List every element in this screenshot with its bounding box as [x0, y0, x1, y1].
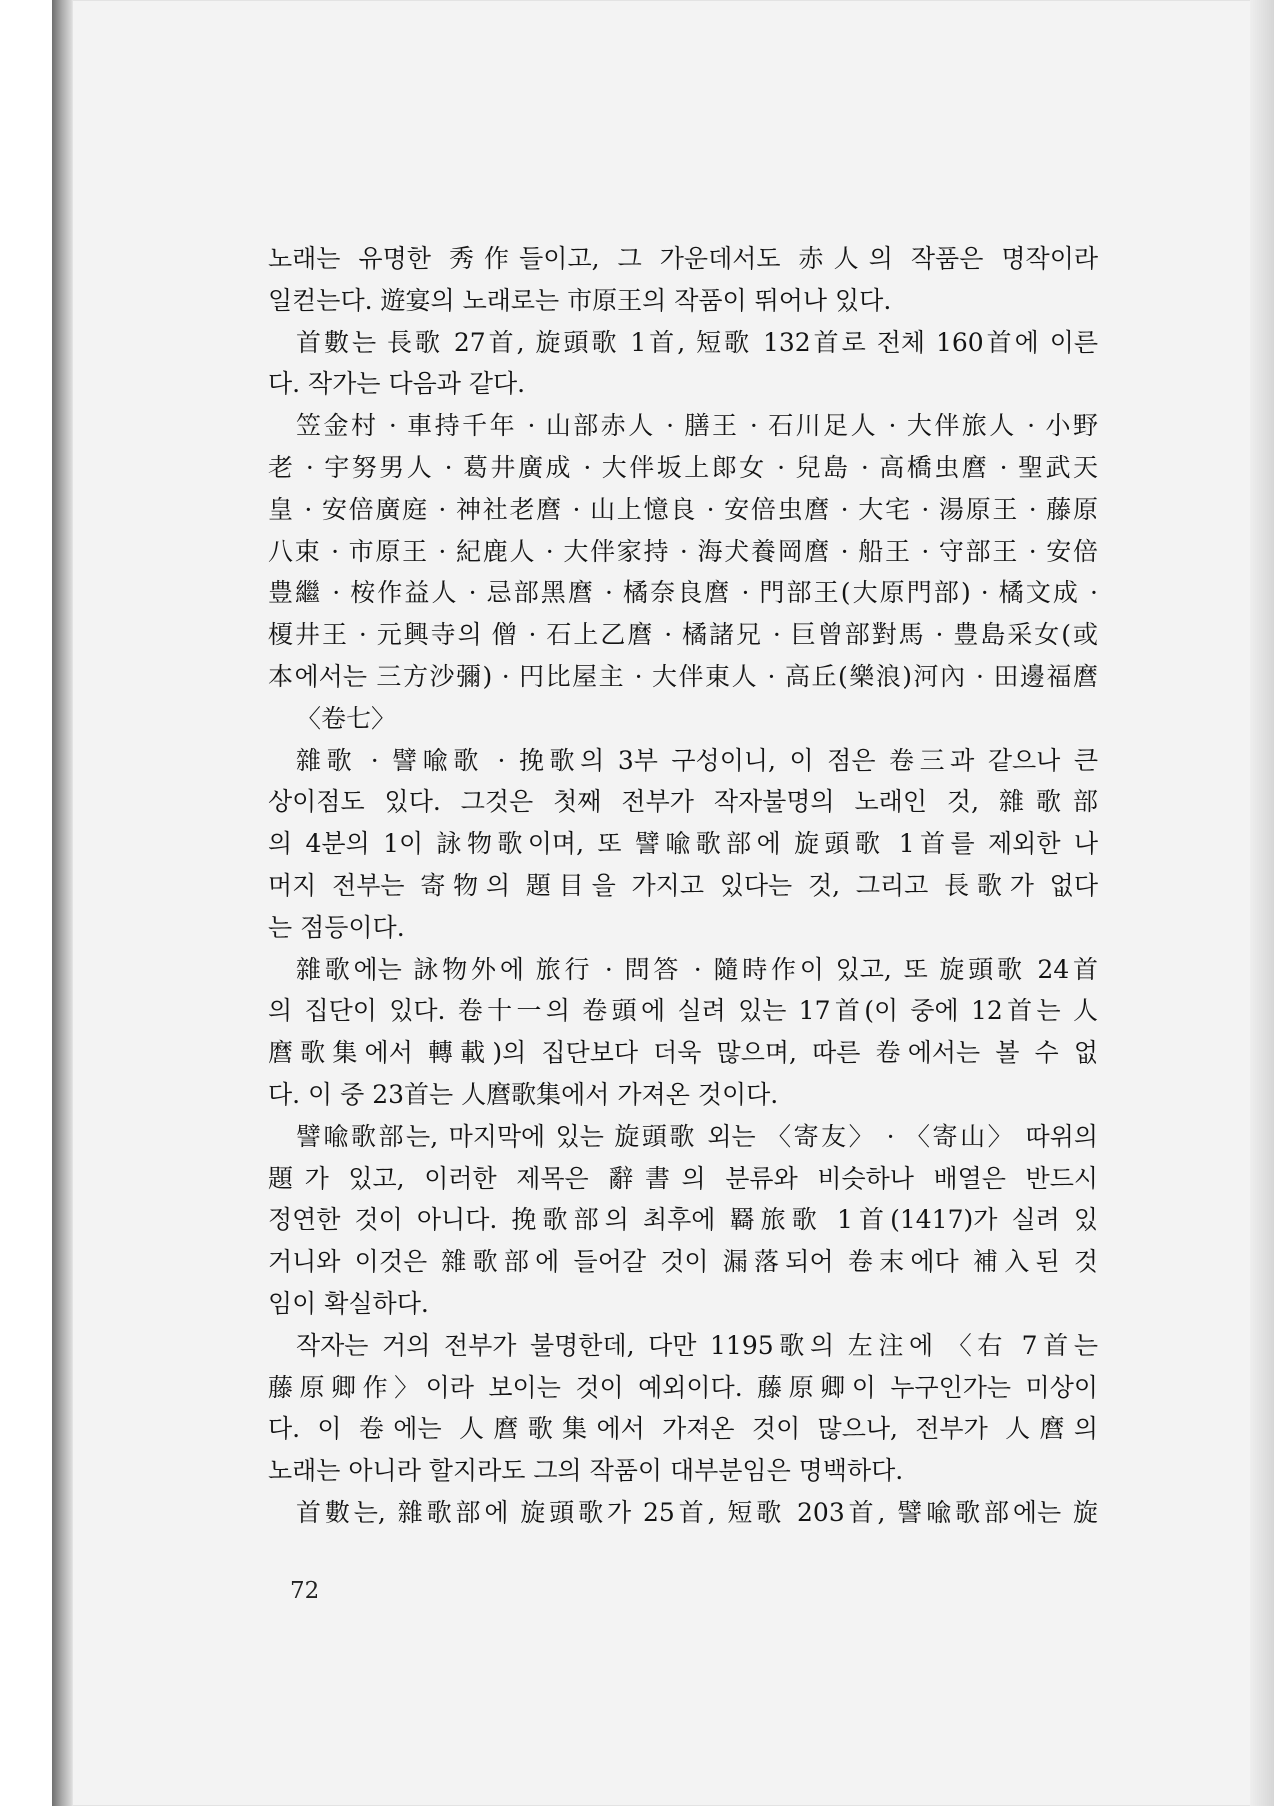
- text-line: 다. 작가는 다음과 같다.: [268, 369, 526, 399]
- text-line: 麿歌集에서 轉載)의 집단보다 더욱 많으며, 따른 卷에서는 볼 수 없: [268, 1038, 1098, 1068]
- text-line: 雜歌 · 譬喩歌 · 挽歌의 3부 구성이니, 이 점은 卷三과 같으나 큰: [296, 745, 1098, 775]
- text-line: 노래는 유명한 秀作들이고, 그 가운데서도 赤人의 작품은 명작이라: [268, 244, 1098, 273]
- text-line: 〈卷七〉: [296, 703, 397, 733]
- text-line: 皇 · 安倍廣庭 · 神社老麿 · 山上憶良 · 安倍虫麿 · 大宅 · 湯原王 · 藤原: [268, 494, 1098, 524]
- text-line: 題가 있고, 이러한 제목은 辭書의 분류와 비슷하나 배열은 반드시: [268, 1163, 1098, 1193]
- text-line: 일컫는다. 遊宴의 노래로는 市原王의 작품이 뛰어나 있다.: [268, 285, 892, 315]
- text-line: 거니와 이것은 雜歌部에 들어갈 것이 漏落되어 卷末에다 補入된 것: [268, 1247, 1098, 1277]
- text-line: 首數는, 雜歌部에 旋頭歌가 25首, 短歌 203首, 譬喩歌部에는 旋: [296, 1497, 1098, 1527]
- body-text: [268, 238, 1098, 1534]
- text-line: 노래는 아니라 할지라도 그의 작품이 대부분임은 명백하다.: [268, 1456, 904, 1486]
- text-line: 豊繼 · 桉作益人 · 忌部黑麿 · 橘奈良麿 · 門部王(大原門部) · 橘文成 ·: [268, 578, 1098, 608]
- page-edge-right: [1250, 0, 1274, 1806]
- text-line: 머지 전부는 寄物의 題目을 가지고 있다는 것, 그리고 長歌가 없다: [268, 870, 1098, 900]
- text-line: 상이점도 있다. 그것은 첫째 전부가 작자불명의 노래인 것, 雜歌部: [268, 787, 1098, 817]
- text-line: 의 집단이 있다. 卷十一의 卷頭에 실려 있는 17首(이 중에 12首는 人: [268, 996, 1098, 1026]
- text-line: 榎井王 · 元興寺의 僧 · 石上乙麿 · 橘諸兄 · 巨曾部對馬 · 豊島采女(或: [268, 620, 1098, 650]
- text-line: 작자는 거의 전부가 불명한데, 다만 1195歌의 左注에 〈右 7首는: [296, 1330, 1098, 1360]
- text-line: 八束 · 市原王 · 紀鹿人 · 大伴家持 · 海犬養岡麿 · 船王 · 守部王 · 安倍: [268, 536, 1098, 566]
- text-line: 다. 이 卷에는 人麿歌集에서 가져온 것이 많으나, 전부가 人麿의: [268, 1414, 1098, 1444]
- text-line: 는 점등이다.: [268, 912, 405, 942]
- text-line: 雜歌에는 詠物外에 旅行 · 問答 · 隨時作이 있고, 또 旋頭歌 24首: [296, 954, 1098, 984]
- text-line: 의 4분의 1이 詠物歌이며, 또 譬喩歌部에 旋頭歌 1首를 제외한 나: [268, 829, 1098, 859]
- page-number: 72: [290, 1578, 320, 1604]
- text-line: 笠金村 · 車持千年 · 山部赤人 · 膳王 · 石川足人 · 大伴旅人 · 小野: [296, 411, 1098, 441]
- text-line: 本에서는 三方沙彌) · 円比屋主 · 大伴東人 · 高丘(樂浪)河內 · 田邊福麿: [268, 661, 1098, 691]
- text-line: 首數는 長歌 27首, 旋頭歌 1首, 短歌 132首로 전체 160首에 이른: [296, 327, 1098, 357]
- text-line: 譬喩歌部는, 마지막에 있는 旋頭歌 외는 〈寄友〉 · 〈寄山〉 따위의: [296, 1121, 1098, 1151]
- text-line: 老 · 宇努男人 · 葛井廣成 · 大伴坂上郞女 · 兒島 · 高橋虫麿 · 聖武天: [268, 452, 1098, 482]
- text-line: 다. 이 중 23首는 人麿歌集에서 가져온 것이다.: [268, 1079, 779, 1109]
- text-line: 藤原卿作〉이라 보이는 것이 예외이다. 藤原卿이 누구인가는 미상이: [268, 1372, 1098, 1402]
- text-line: 정연한 것이 아니다. 挽歌部의 최후에 羇旅歌 1首(1417)가 실려 있: [268, 1205, 1098, 1235]
- text-line: 임이 확실하다.: [268, 1288, 429, 1318]
